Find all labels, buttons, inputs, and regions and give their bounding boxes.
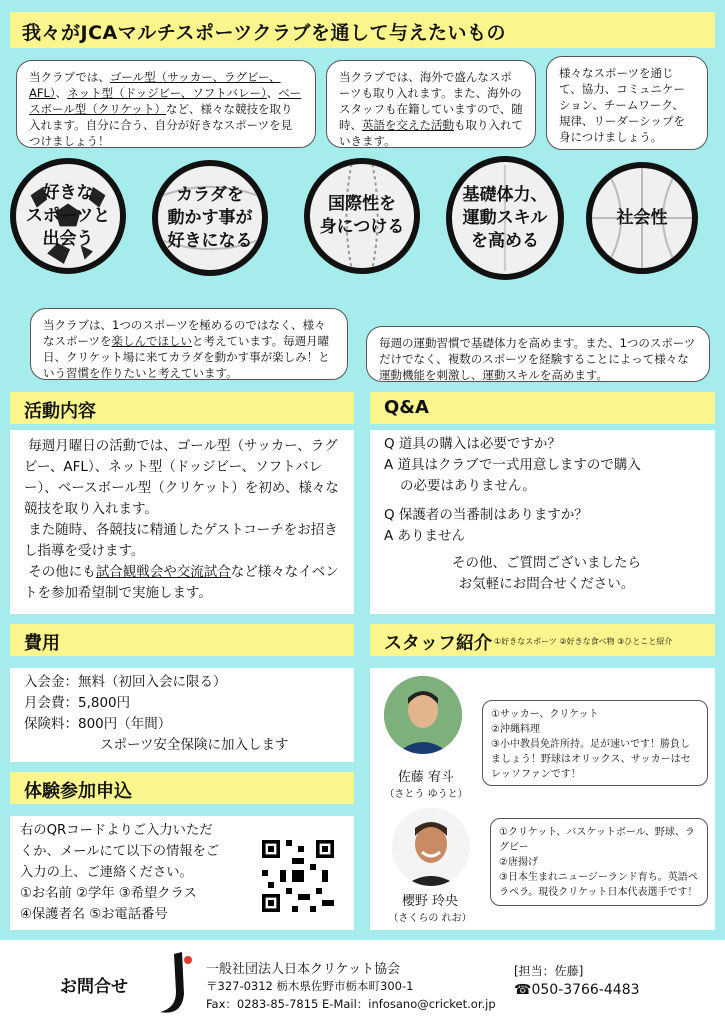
circle-label: 社会性 xyxy=(616,207,668,228)
answer-2: A ありません xyxy=(384,528,466,544)
footer xyxy=(0,940,725,1024)
qr-code-icon[interactable] xyxy=(262,840,334,912)
bubble-text: 当クラブでは、海外で盛んなスポーツも取り入れます。また、海外のスタッフも在籍していますので、随時、 xyxy=(339,70,523,132)
question-1: Q 道具の購入は必要ですか？ xyxy=(384,436,561,452)
bubble-text: も取り入れていきます。 xyxy=(339,118,523,148)
answer-1-cont: の必要はありません。 xyxy=(400,478,536,494)
bubble-text: 当クラブは、1つのスポーツを極めるのではなく、様々なスポーツを xyxy=(43,318,326,348)
staff-kana: （さとう ゆうと） xyxy=(384,789,468,800)
bubble-fitness xyxy=(366,326,710,382)
activity-box xyxy=(10,430,354,614)
staff-box xyxy=(370,668,715,930)
bubble-underline: ゴール型（サッカー、ラグビー、AFL） xyxy=(29,70,281,100)
bubble-text: と考えています。毎週月曜日、クリケット場に来てカラダを動かす事が楽しみ！という習慣を作りたいと考えています。 xyxy=(43,334,330,380)
person-icon xyxy=(392,808,470,886)
bubble-underline: 楽しんでほしい xyxy=(111,334,193,348)
bubble-international xyxy=(326,60,536,148)
bubble-sports-variety xyxy=(16,60,316,148)
staff-legend: ①好きなスポーツ ②好きな食べ物 ③ひとこと紹介 xyxy=(494,637,673,646)
header-banner xyxy=(10,12,715,48)
bubble-enjoy xyxy=(30,308,348,380)
bubble-text: 、 xyxy=(55,86,68,100)
bubble-underline: 英語を交えた活動 xyxy=(362,118,454,132)
avatar-sato xyxy=(384,676,462,754)
circle-label: 好きな スポーツと 出会う xyxy=(25,182,111,249)
section-title: 活動内容 xyxy=(24,401,96,422)
bubble-text: 、 xyxy=(266,86,279,100)
circle-fitness-skills xyxy=(446,156,564,280)
closing-text: お気軽にお問合せください。 xyxy=(458,576,635,592)
trial-header xyxy=(10,772,354,804)
circle-enjoy-moving xyxy=(152,160,268,276)
closing-text: その他、ご質問ございましたら xyxy=(452,555,641,571)
circle-meet-sports xyxy=(10,158,126,274)
circle-label: カラダを 動かす事が 好きになる xyxy=(167,184,253,251)
question-2: Q 保護者の当番制はありますか？ xyxy=(384,507,588,523)
circle-international xyxy=(304,158,420,274)
bubble-text: 当クラブでは、 xyxy=(29,70,110,84)
qa-box xyxy=(370,430,715,614)
qa-text xyxy=(384,434,709,595)
jca-logo-icon xyxy=(152,950,200,1020)
staff-card-sakurano: ①クリケット、バスケットボール、野球、ラグビー ②唐揚げ ③日本生まれニュージーランド育ち。英語ペラペラ。現役クリケット日本代表選手です！ xyxy=(490,818,708,906)
org-name: 一般社団法人日本クリケット協会 xyxy=(206,962,401,977)
section-title: スタッフ紹介 xyxy=(384,633,492,654)
section-title: 体験参加申込 xyxy=(24,781,132,802)
address: 〒327-0312 栃木県佐野市栃本町300-1 xyxy=(206,979,414,993)
bubble-text: など、様々な競技を取り入れます。自分に合う、自分が好きなスポーツを見つけましょう！ xyxy=(29,102,293,148)
contact-person: [担当：佐藤] xyxy=(514,964,584,978)
fee-box xyxy=(10,668,354,762)
section-title: 費用 xyxy=(24,633,60,654)
avatar-sakurano xyxy=(392,808,470,886)
bubble-text: 様々なスポーツを通じて、協力、コミュニケーション、チームワーク、規律、リーダーシップを身につけましょう。 xyxy=(559,66,686,144)
section-title: Q&A xyxy=(384,397,429,418)
activity-text: 毎週月曜日の活動では、ゴール型（サッカー、ラグビー、AFL）、ネット型（ドッジビー、ソフトバレー）、ベースボール型（クリケット）を初め、様々な競技を取り入れます。 また随時、各競技に精通したゲストコーチをお招きし指導を受けます。 その他にも試合観戦会や交流試合など様々なイベントを参加希望制で実施します。 xyxy=(24,438,339,601)
bubble-social xyxy=(546,56,708,150)
trial-box xyxy=(10,816,354,930)
phone-number[interactable]: ☎050-3766-4483 xyxy=(514,982,640,998)
fee-text: 入会金：無料（初回入会に限る） 月会費：5,800円 保険料：800円（年間） スポーツ安全保険に加入します xyxy=(24,674,289,753)
person-icon xyxy=(384,676,462,754)
circle-label: 基礎体力、 運動スキル を高める xyxy=(462,184,548,251)
bubble-underline: ネット型（ドッジビー、ソフトバレー） xyxy=(67,86,267,100)
activity-header xyxy=(10,392,354,424)
staff-name: 櫻野 玲央 xyxy=(401,894,459,909)
page-title: 我々がJCAマルチスポーツクラブを通して与えたいもの xyxy=(22,22,507,44)
staff-name: 佐藤 宥斗 xyxy=(397,770,455,785)
circle-sociality xyxy=(586,162,698,274)
qa-header xyxy=(370,392,715,424)
fax-email[interactable]: Fax：0283-85-7815 E-Mail：infosano@cricket.or.jp xyxy=(206,997,496,1011)
circle-label: 国際性を 身につける xyxy=(319,194,405,237)
answer-1: A 道具はクラブで一式用意しますので購入 xyxy=(384,457,641,473)
staff-card-sato: ①サッカー、クリケット ②沖縄料理 ③小中教員免許所持。足が速いです！勝負しましょう！野球はオリックス、サッカーはセレッソファンです！ xyxy=(482,700,708,786)
staff-kana: （さくらの れお） xyxy=(388,913,472,924)
staff-header xyxy=(370,624,715,656)
bubble-text: 毎週の運動習慣で基礎体力を高めます。また、1つのスポーツだけでなく、複数のスポーツを経験することによって様々な運動機能を刺激し、運動スキルを高めます。 xyxy=(379,336,696,382)
fee-header xyxy=(10,624,354,656)
trial-text: 右のQRコードよりご入力いただ くか、メールにて以下の情報をご 入力の上、ご連絡ください。 ①お名前 ②学年 ③希望クラス ④保護者名 ⑤お電話番号 xyxy=(20,823,220,922)
contact-label: お問合せ xyxy=(60,977,128,997)
bubble-underline: ベースボール型（クリケット） xyxy=(29,86,302,116)
